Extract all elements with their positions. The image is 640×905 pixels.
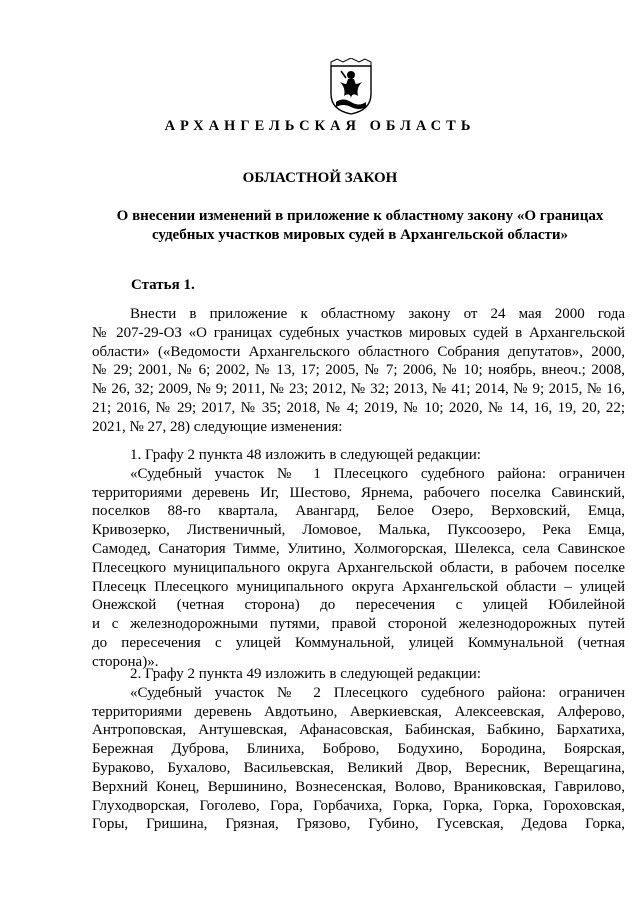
- text-line: Онежской (четная сторона) до пересечения с улицей Юбилейной: [92, 597, 625, 614]
- text-line: территориями деревень Авдотьино, Аверкиевская, Алексеевская, Алферово,: [92, 703, 625, 720]
- text-line: «Судебный участок № 1 Плесецкого судебного района: ограничен: [130, 465, 625, 482]
- text-line: Горы, Гришина, Грязная, Грязово, Губино, Гусевская, Дедова Горка,: [92, 816, 625, 833]
- item-2: [92, 665, 625, 834]
- text-line: территориями деревень Иг, Шестово, Ярнема, рабочего поселка Савинский,: [92, 484, 625, 501]
- text-line: поселков 88-го квартала, Авангард, Белое Озеро, Верховский, Емца,: [92, 503, 625, 520]
- text-line: Плесецк Плесецкого муниципального округа Архангельской области – улицей: [92, 578, 625, 595]
- text-line: «Судебный участок № 2 Плесецкого судебного района: ограничен: [130, 684, 625, 701]
- text-line: Внести в приложение к областному закону от 24 мая 2000 года: [130, 306, 625, 322]
- text-line: Плесецкого муниципального округа Архангельской области, в рабочем поселке: [92, 559, 625, 576]
- item-heading: 2. Графу 2 пункта 49 изложить в следующей редакции:: [130, 666, 481, 682]
- text-line: Верхний Конец, Вершинино, Вознесенская, Волово, Враниковская, Гаврилово,: [92, 778, 625, 795]
- text-line: № 26, 32; 2009, № 9; 2011, № 23; 2012, № 32; 2013, № 41; 2014, № 9; 2015, № 16,: [92, 381, 625, 398]
- document-type: ОБЛАСТНОЙ ЗАКОН: [242, 170, 398, 186]
- text-line: Бураково, Бухалово, Васильевская, Великий Двор, Вересник, Верещагина,: [92, 759, 625, 776]
- item-1: [92, 446, 625, 672]
- text-line: Бережная Дуброва, Блиниха, Боброво, Бодухино, Бородина, Боярская,: [92, 741, 625, 758]
- law-title-line: О внесении изменений в приложение к областному закону «О границах: [116, 208, 604, 224]
- intro-paragraph: [92, 305, 625, 437]
- text-line: области» («Ведомости Архангельского областного Собрания депутатов», 2000,: [92, 343, 625, 360]
- text-line: Антроповская, Антушевская, Афанасовская, Бабинская, Бабкино, Бархатиха,: [92, 722, 625, 739]
- text-line: 21; 2016, № 29; 2017, № 35; 2018, № 4; 2019, № 10; 2020, № 14, 16, 19, 20, 22;: [92, 399, 625, 416]
- text-line: 2021, № 27, 28) следующие изменения:: [92, 418, 343, 435]
- region-name: АРХАНГЕЛЬСКАЯ ОБЛАСТЬ: [164, 118, 476, 134]
- law-title-line: судебных участков мировых судей в Архангельской области»: [151, 226, 569, 243]
- coat-of-arms-emblem: [328, 58, 374, 116]
- item-heading: 1. Графу 2 пункта 48 изложить в следующей редакции:: [130, 447, 481, 463]
- text-line: № 29; 2001, № 6; 2002, № 13, 17; 2005, № 7; 2006, № 10; ноябрь, внеоч.; 2008,: [92, 362, 625, 379]
- text-line: до пересечения с улицей Коммунальной, улицей Коммунальной (четная: [92, 634, 625, 651]
- article-heading: Статья 1.: [131, 277, 195, 293]
- text-line: Глуходворская, Гоголево, Гора, Горбачиха, Горка, Горка, Горка, Гороховская,: [92, 797, 625, 814]
- text-line: № 207-29-ОЗ «О границах судебных участков мировых судей в Архангельской: [92, 324, 625, 341]
- law-title: [95, 206, 625, 244]
- text-line: Самодед, Санатория Тимме, Улитино, Холмогорская, Шелекса, села Савинское: [92, 540, 625, 557]
- text-line: Кривозерко, Лиственичный, Ломовое, Малька, Пуксоозеро, Река Емца,: [92, 522, 625, 539]
- text-line: и с железнодорожными путями, правой стороной железнодорожных путей: [92, 616, 625, 633]
- text-line: сторона)».: [92, 653, 159, 670]
